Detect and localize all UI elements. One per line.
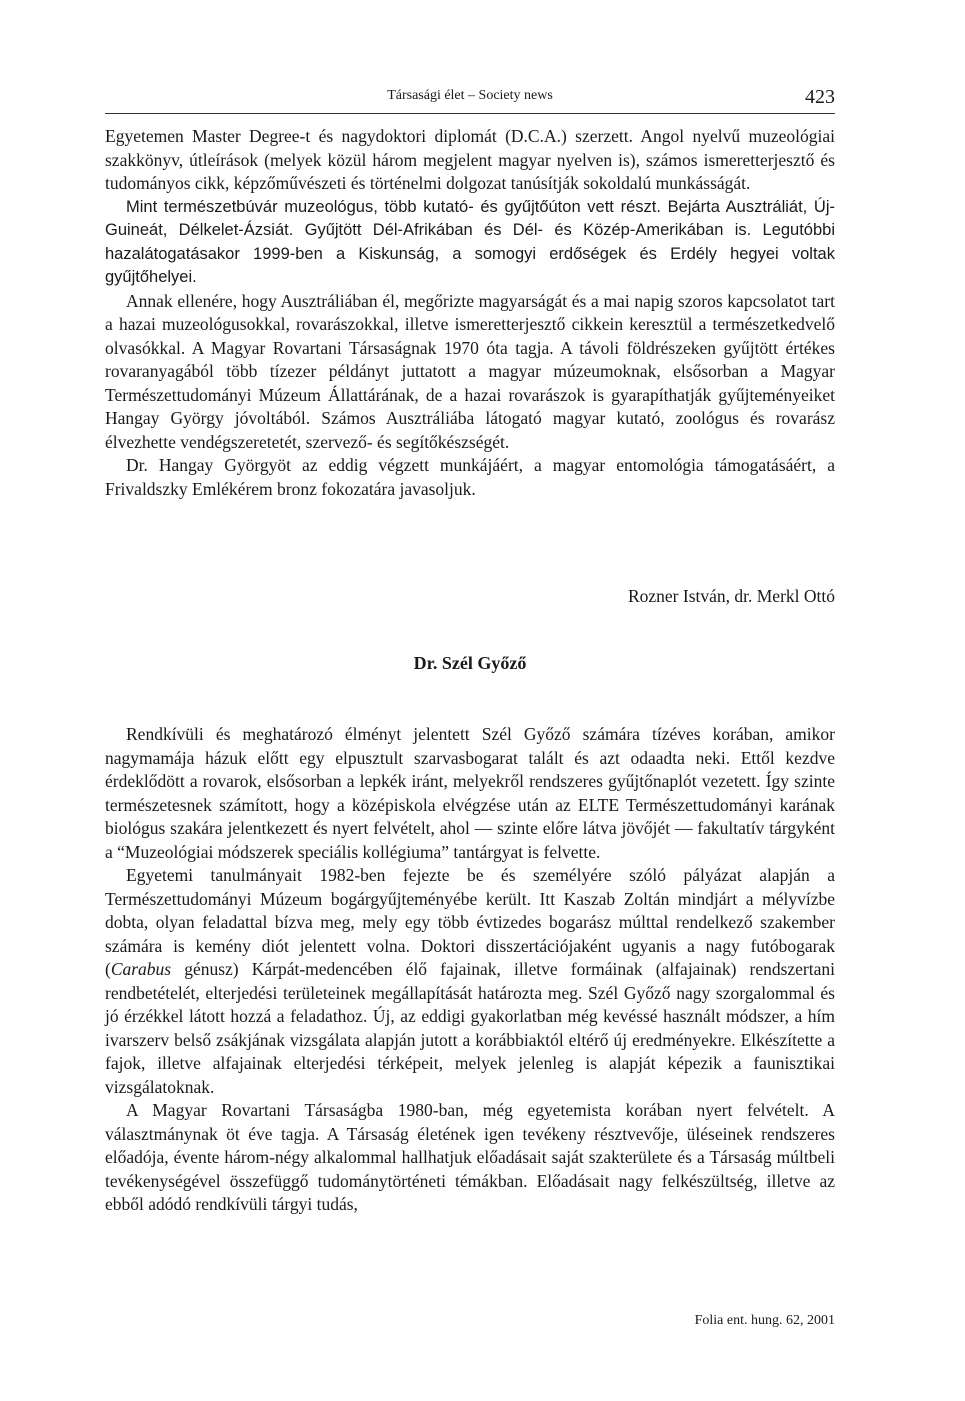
paragraph-text: génusz) Kárpát-medencében élő fajainak, illetve formáinak (alfajainak) rendszertani rendbetételét, elterjedési területeinek megállapítását határozta meg. Szél Győző nagy szorgalommal és jó érzékkel látott hozzá a feladathoz. Új, az eddigi gyakorlatban még kevéssé használt módszer, a hím ivarszerv belső zsákjának vizsgálata alapján jutott a korábbiaktól eltérő új eredményekre. Elkészítette a fajok, illetve alfajainak elterjedési térképeit, melyek jelenleg is alapját képezik a faunisztikai vizsgálatoknak. bbox=[105, 959, 835, 1097]
paragraph: A Magyar Rovartani Társaságba 1980-ban, még egyetemista korában nyert felvételt. A választmánynak öt éve tagja. A Társaság életének igen tevékeny résztvevője, üléseinek rendszeres előadója, évente három-négy alkalommal hallhatjuk előadásait saját szakterülete és a Társaság múltbeli tevékenységével összefüggő tudománytörténeti témákban. Előadásait nagy felkészültség, illetve az ebből adódó rendkívüli tárgyi tudás, bbox=[105, 1100, 835, 1214]
section-title: Dr. Szél Győző bbox=[413, 653, 527, 673]
paragraph bbox=[105, 864, 835, 1099]
article-szel-body bbox=[105, 723, 835, 1217]
page-number: 423 bbox=[805, 86, 835, 108]
running-header bbox=[105, 86, 835, 110]
running-title: Társasági élet – Society news bbox=[387, 88, 553, 103]
signature: Rozner István, dr. Merkl Ottó bbox=[627, 586, 835, 606]
footer-citation: Folia ent. hung. 62, 2001 bbox=[694, 1313, 835, 1328]
paragraph: Egyetemen Master Degree-t és nagydoktori diplomát (D.C.A.) szerzett. Angol nyelvű muzeológiai szakkönyv, útleírások (melyek közül három megjelent magyar nyelven is), számos ismeretterjesztő és tudományos cikk, képzőművészeti és történelmi dolgozat tanúsítják sokoldalú munkásságát. bbox=[105, 126, 835, 193]
paragraph: Annak ellenére, hogy Ausztráliában él, megőrizte magyarságát és a mai napig szoros kapcsolatot tart a hazai muzeológusokkal, rovarászokkal, illetve ismeretterjesztő cikkein keresztül a természetkedvelő olvasókkal. A Magyar Rovartani Társaságnak 1970 óta tagja. A távoli földrészeken gyűjtött értékes rovaranyagából több tízezer példányt juttatott a magyar múzeumoknak, elsősorban a Magyar Természettudományi Múzeum Állattárának, de a hazai rovarászok is gyarapíthatják gyűjteményeiket Hangay György jóvoltából. Számos Ausztráliába látogató magyar kutató, zoológus és rovarász élvezhette vendégszeretetét, szervező- és segítőkészségét. bbox=[105, 290, 835, 452]
paragraph: Rendkívüli és meghatározó élményt jelentett Szél Győző számára tízéves korában, amikor nagymamája házuk előtt egy elpusztult szarvasbogarat talált és azt odaadta neki. Ettől kezdve érdeklődött a rovarok, elsősorban a lepkék iránt, melyekről rendszeres gyűjtőnaplót vezetett. Így szinte természetesnek számított, hogy a középiskola elvégzése után az ELTE Természettudományi karának biológus szakára jelentkezett és nyert felvételt, ahol — szinte előre látva jövőjét — fakultatív tárgyként a “Muzeológiai módszerek speciális kollégiuma” tantárgyat is felvette. bbox=[105, 724, 835, 862]
paragraph-text: Egyetemi tanulmányait 1982-ben fejezte be és személyére szóló pályázat alapján a Természettudományi Múzeum bogárgyűjteményébe került. Itt Kaszab Zoltán mindjárt a mélyvízbe dobta, olyan feladattal bízva meg, mely egy több évtizedes bogarász múlttal rendelkező szakember számára is kemény diót jelentett volna. Doktori disszertációjaként ugyanis a nagy futóbogarak ( bbox=[105, 865, 835, 979]
paragraph: Mint természetbúvár muzeológus, több kutató- és gyűjtőúton vett részt. Bejárta Ausztráliát, Új-Guineát, Délkelet-Ázsiát. Gyűjtött Dél-Afrikában és Dél- és Közép-Amerikában is. Legutóbbi hazalátogatásakor 1999-ben a Kiskunság, a somogyi erdőségek és Erdély hegyei voltak gyűjtőhelyei. bbox=[105, 197, 835, 286]
paragraph: Dr. Hangay Györgyöt az eddig végzett munkájáért, a magyar entomológia támogatásáért, a Frivaldszky Emlékérem bronz fokozatára javasoljuk. bbox=[105, 455, 835, 499]
header-rule bbox=[105, 113, 835, 114]
genus-name: Carabus bbox=[110, 959, 172, 979]
article-hangay-body bbox=[105, 125, 835, 501]
